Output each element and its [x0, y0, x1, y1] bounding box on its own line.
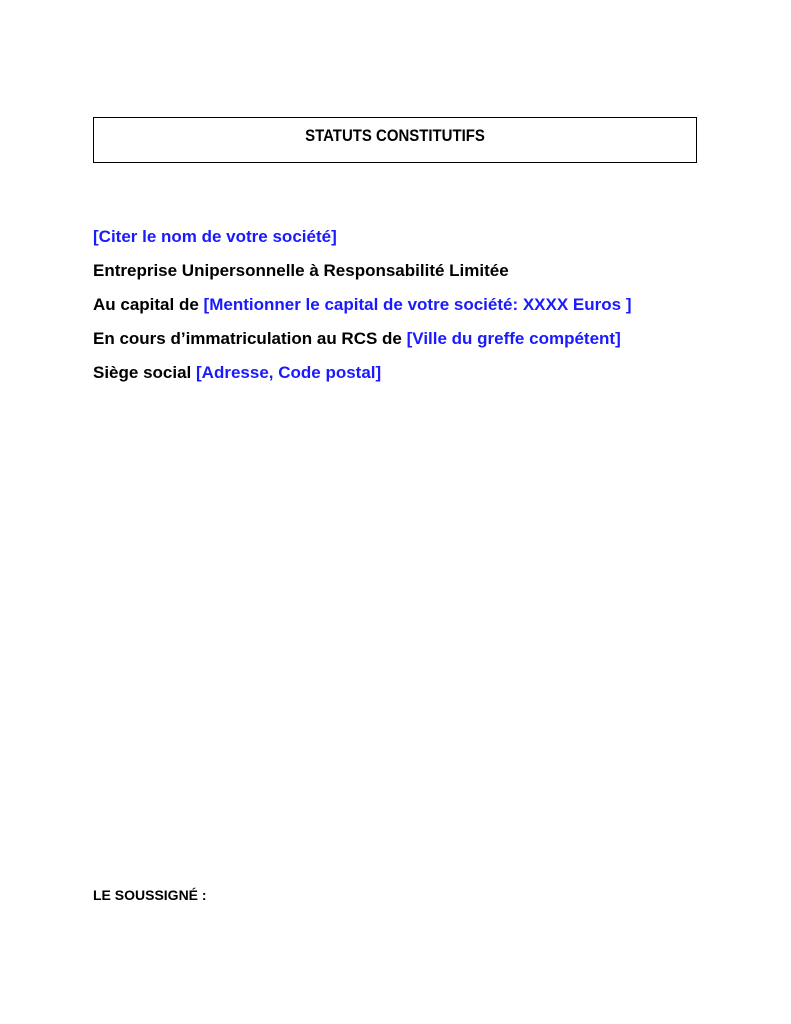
legal-form-line: Entreprise Unipersonnelle à Responsabilité Limitée: [93, 261, 509, 280]
rcs-label: En cours d’immatriculation au RCS de: [93, 329, 402, 348]
rcs-placeholder: [Ville du greffe compétent]: [406, 329, 621, 348]
company-name-placeholder: [Citer le nom de votre société]: [93, 227, 337, 246]
rcs-line: [93, 329, 621, 349]
registered-office-line: [93, 363, 381, 383]
document-title: STATUTS CONSTITUTIFS: [305, 126, 485, 145]
document-title-box: [93, 117, 697, 163]
registered-office-label: Siège social: [93, 363, 192, 382]
signatory-heading: LE SOUSSIGNÉ :: [93, 887, 207, 903]
capital-placeholder: [Mentionner le capital de votre société: XXXX Euros ]: [203, 295, 632, 314]
registered-office-placeholder: [Adresse, Code postal]: [196, 363, 382, 382]
capital-label: Au capital de: [93, 295, 199, 314]
capital-line: [93, 295, 632, 315]
